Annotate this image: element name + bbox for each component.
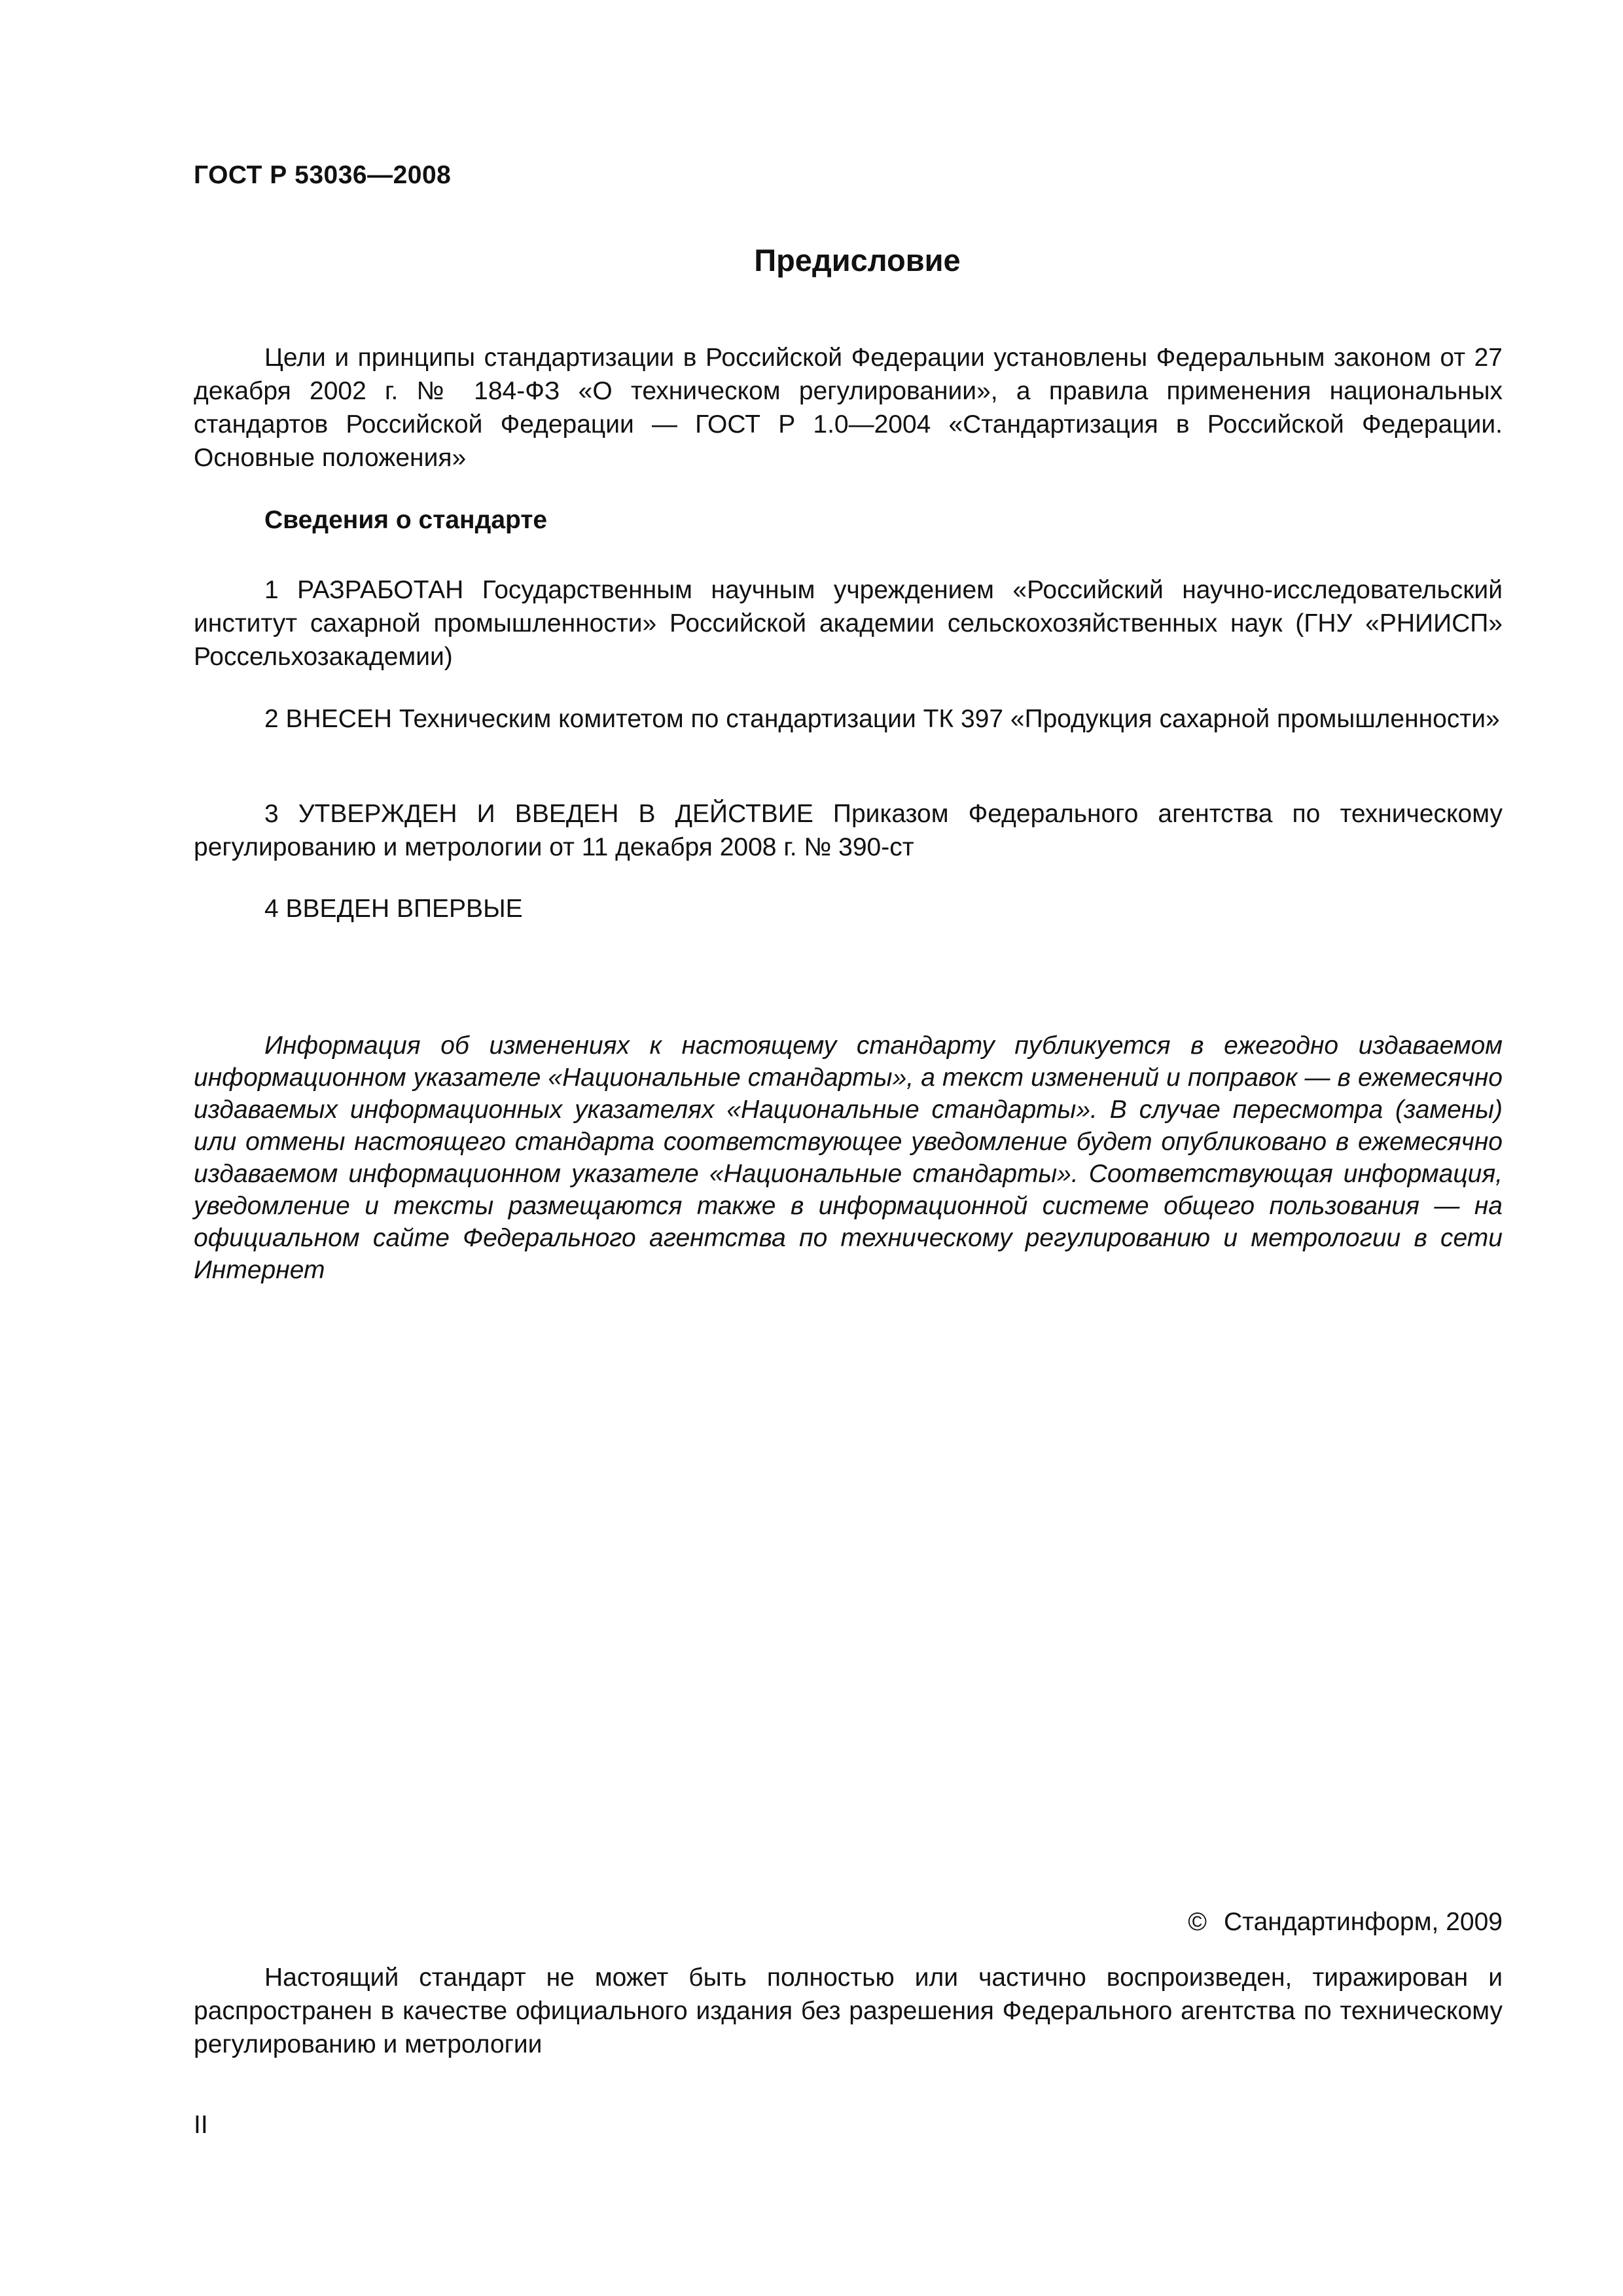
- info-item-first-introduced: 4 ВВЕДЕН ВПЕРВЫЕ: [264, 895, 523, 923]
- info-item-developed: 1 РАЗРАБОТАН Государственным научным учреждением «Российский научно-исследовательский институт сахарной промышленности» Российской академии сельскохозяйственных наук (ГНУ «РНИИСП» Россельхозакадемии): [194, 576, 1503, 671]
- standard-info-heading: Сведения о стандарте: [264, 506, 548, 534]
- document-code: ГОСТ Р 53036—2008: [194, 161, 452, 189]
- info-item-approved: 3 УТВЕРЖДЕН И ВВЕДЕН В ДЕЙСТВИЕ Приказом Федерального агентства по техническому регулированию и метрологии от 11 декабря 2008 г. № 390-ст: [194, 800, 1503, 861]
- page-title: Предисловие: [754, 243, 961, 278]
- intro-paragraph: Цели и принципы стандартизации в Российской Федерации установлены Федеральным законом от 27 декабря 2002 г. № 184-ФЗ «О техническом регулировании», а правила применения национальных стандартов Российской Федерации — ГОСТ Р 1.0—2004 «Стандартизация в Российской Федерации. Основные положения»: [194, 344, 1503, 472]
- changes-notice-paragraph: Информация об изменениях к настоящему стандарту публикуется в ежегодно издаваемом информационном указателе «Национальные стандарты», а текст изменений и поправок — в ежемесячно издаваемых информационных указателях «Национальные стандарты». В случае пересмотра (замены) или отмены настоящего стандарта соответствующее уведомление будет опубликовано в ежемесячно издаваемом информационном указателе «Национальные стандарты». Соответствующая информация, уведомление и тексты размещаются также в информационной системе общего пользования — на официальном сайте Федерального агентства по техническому регулированию и метрологии в сети Интернет: [194, 1031, 1503, 1284]
- page-number: II: [194, 2111, 208, 2139]
- copyright-text: Стандартинформ, 2009: [1224, 1908, 1503, 1936]
- info-item-submitted: 2 ВНЕСЕН Техническим комитетом по стандартизации ТК 397 «Продукция сахарной промышленности»: [264, 705, 1500, 733]
- reproduction-notice: Настоящий стандарт не может быть полностью или частично воспроизведен, тиражирован и распространен в качестве официального издания без разрешения Федерального агентства по техническому регулированию и метрологии: [194, 1964, 1503, 2058]
- copyright-line: [1188, 1908, 1503, 1937]
- copyright-icon: ©: [1188, 1908, 1207, 1936]
